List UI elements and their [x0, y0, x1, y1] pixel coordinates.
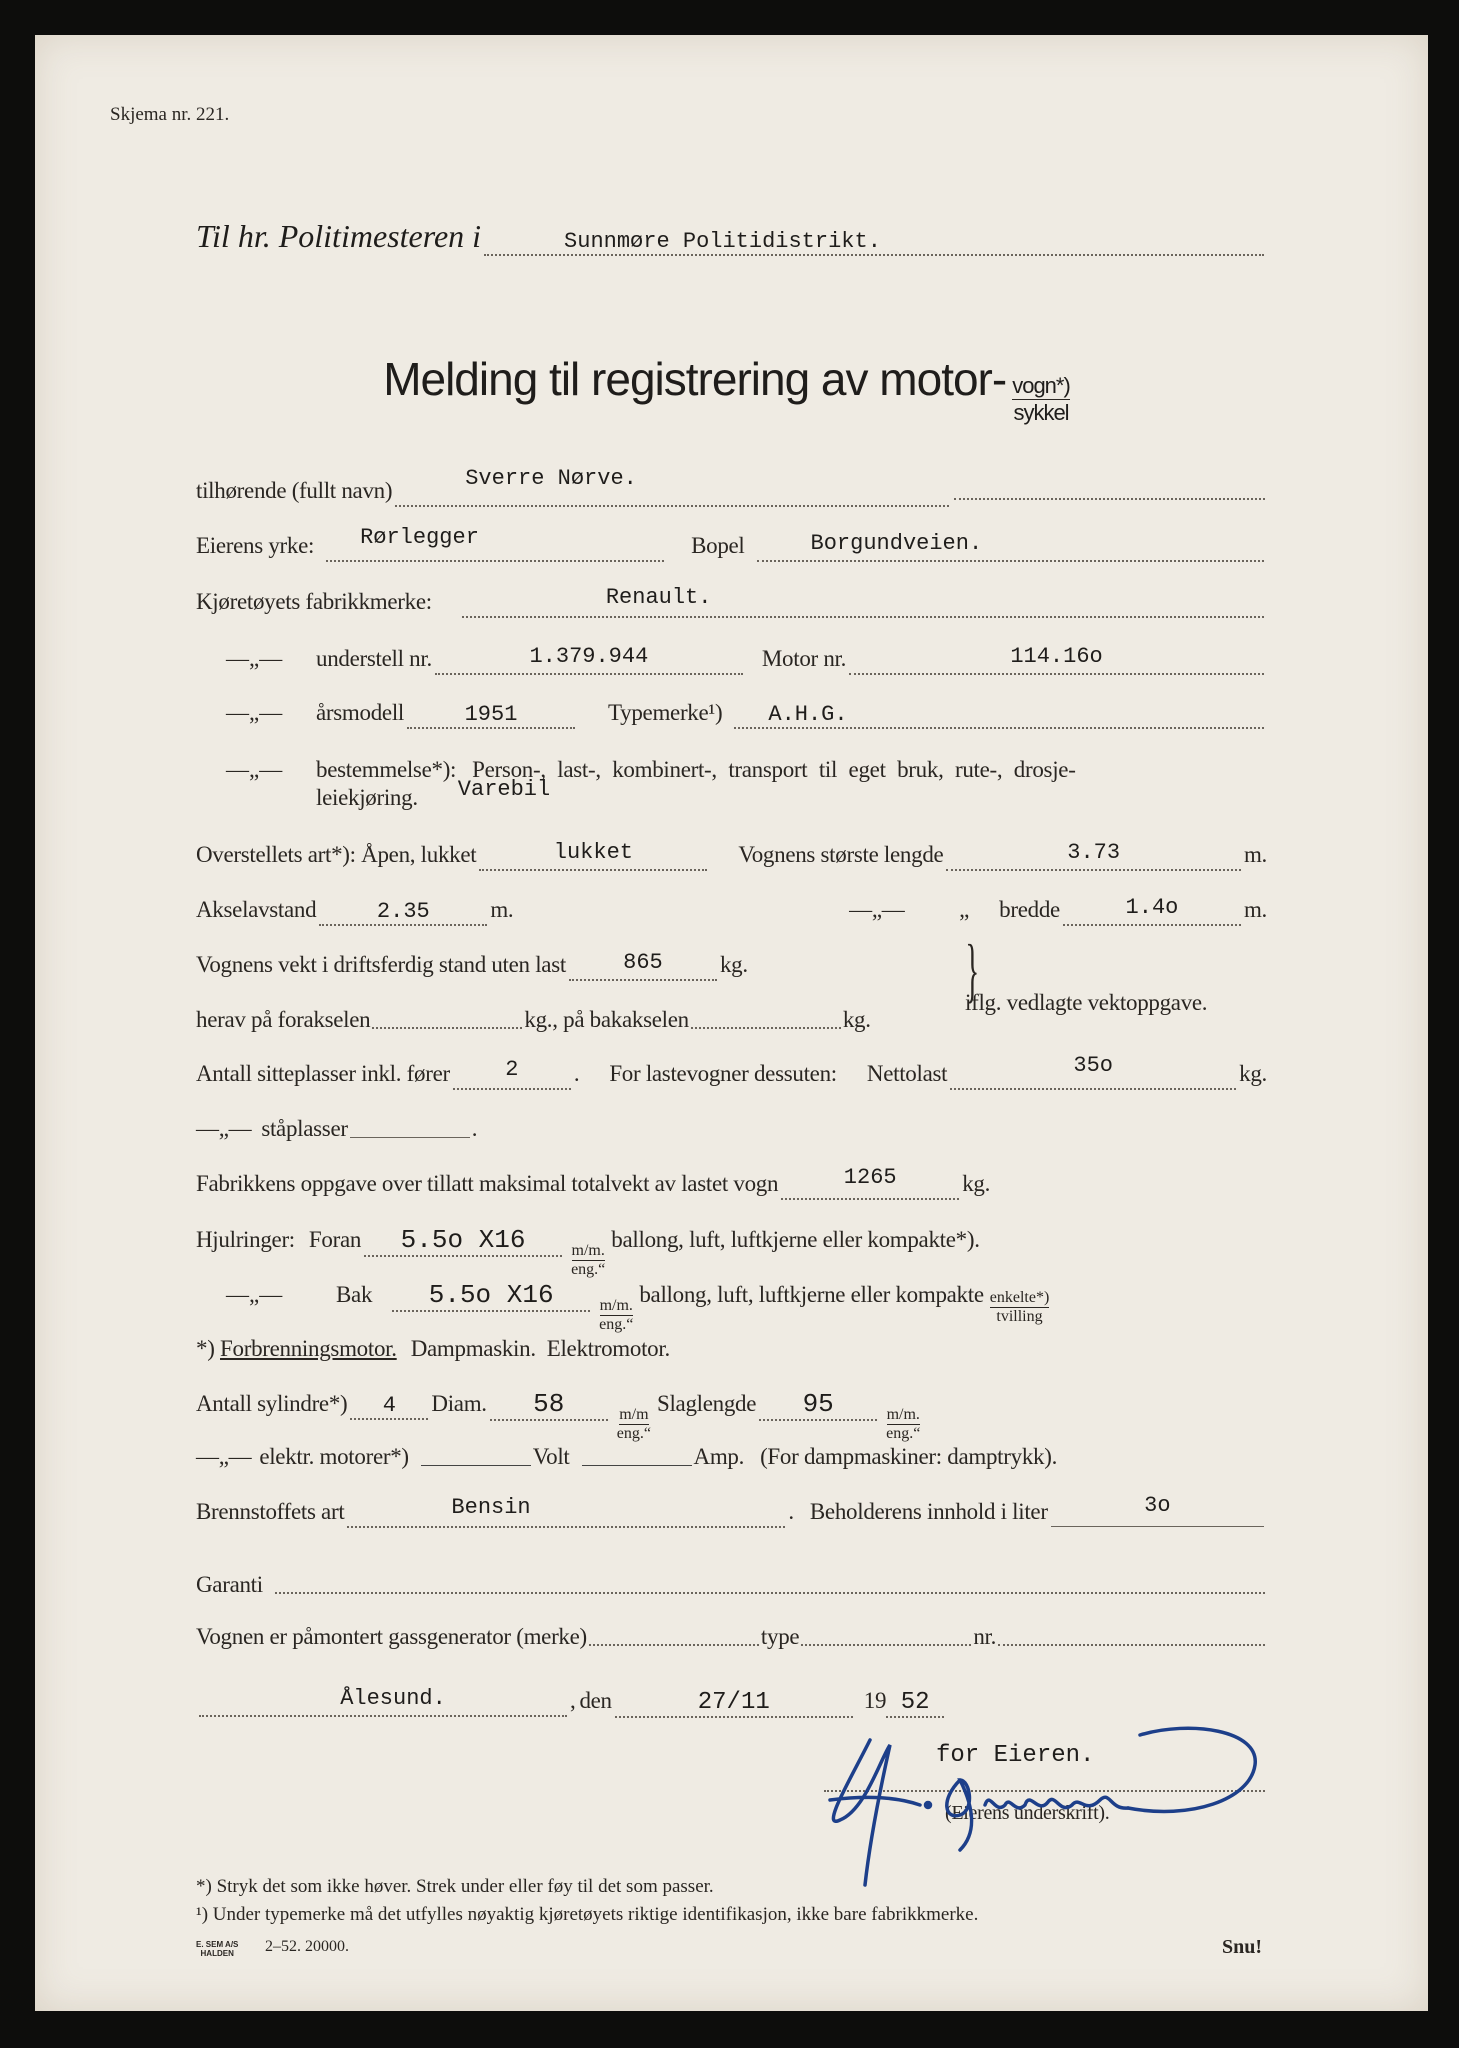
addressee-field[interactable] [484, 229, 1264, 256]
stroke-field[interactable] [759, 1389, 877, 1421]
tank-label: Beholderens innhold i liter [809, 1499, 1048, 1524]
body-field[interactable] [479, 840, 707, 871]
model-year-value: 1951 [464, 702, 518, 727]
footnote-2: ¹) Under typemerke må det utfylles nøyaktig kjøretøyets riktige identifikasjon, ikke bare fabrikkmerke. [196, 1904, 979, 1925]
fuel-label: Brennstoffets art [196, 1499, 345, 1524]
printer-name: E. SEM A/S [196, 1940, 239, 1949]
title-frac-top: vogn*) [1012, 373, 1070, 398]
make-field[interactable] [462, 585, 1264, 618]
unit-fraction [617, 1406, 651, 1443]
motor-value: 114.16o [1010, 644, 1103, 669]
length-unit: m. [1243, 842, 1267, 867]
ditto-mark: —„— [196, 1116, 252, 1141]
gas-generator-row [196, 1624, 1267, 1650]
axle-value: 2.35 [376, 899, 430, 924]
purpose-row [226, 757, 1267, 783]
addressee-line [196, 218, 1267, 256]
motor-field[interactable] [849, 644, 1264, 675]
guarantee-field[interactable] [275, 1591, 1265, 1594]
form-number: Skjema nr. 221. [110, 104, 230, 125]
purpose-label: bestemmelse*): [316, 757, 457, 782]
width-label: bredde [999, 897, 1060, 922]
net-load-value: 35o [1073, 1053, 1113, 1078]
seats-row: Antall sitteplasser inkl. fører 2 . For lastevogner dessuten: Nettolast 35o kg. [196, 1061, 1267, 1090]
net-load-label: Nettolast [866, 1061, 948, 1086]
chassis-row [226, 646, 1267, 675]
owner-row [196, 466, 1267, 507]
tyre-mount-fraction [990, 1289, 1050, 1326]
rear-tyre-types: ballong, luft, luftkjerne eller kompakte [639, 1282, 984, 1307]
ditto-mark: —„— [226, 700, 283, 725]
rear-axle-field[interactable] [691, 1026, 841, 1029]
rear-axle-label: kg., på bakakselen [524, 1007, 689, 1032]
engine-type-other: Dampmaskin. Elektromotor. [410, 1336, 670, 1361]
unit-fraction [571, 1242, 605, 1279]
amp-field[interactable] [582, 1464, 692, 1466]
occupation-field[interactable] [326, 525, 664, 562]
unit-top: m/m. [599, 1297, 633, 1314]
rear-tyre-row [226, 1280, 1267, 1333]
occupation-label: Eierens yrke: [196, 533, 315, 558]
unit-bottom: eng.“ [599, 1316, 634, 1333]
year-field[interactable] [886, 1689, 944, 1718]
rear-tyre-field[interactable] [392, 1280, 590, 1312]
volt-field[interactable] [421, 1464, 531, 1466]
weight-field[interactable] [569, 950, 717, 981]
purpose-options-2: leiekjøring. [316, 785, 418, 810]
addressee-label: Til hr. Politimesteren i [196, 218, 482, 254]
stroke-label: Slaglengde [656, 1391, 757, 1416]
place-field[interactable] [199, 1686, 567, 1717]
net-load-field[interactable] [950, 1053, 1236, 1090]
ditto-mark: —„— [849, 897, 905, 922]
occupation-row [196, 525, 1267, 562]
chassis-field[interactable] [435, 644, 743, 675]
make-label: Kjøretøyets fabrikkmerke: [196, 589, 432, 614]
weight-value: 865 [623, 950, 663, 975]
addressee-value: Sunnmøre Politidistrikt. [564, 229, 881, 254]
seats-value: 2 [505, 1057, 519, 1082]
residence-label: Bopel [691, 533, 745, 558]
page-title [0, 352, 1459, 428]
unit-fraction [599, 1297, 633, 1334]
residence-value: Borgundveien. [810, 531, 983, 556]
engine-type-selected: Forbrenningsmotor. [220, 1336, 397, 1361]
title-fraction [1012, 373, 1070, 426]
seats-label: Antall sitteplasser inkl. fører [196, 1061, 450, 1086]
motor-label: Motor nr. [761, 646, 847, 671]
length-value: 3.73 [1067, 840, 1121, 865]
printer-mark [196, 1940, 238, 1958]
net-load-unit: kg. [1239, 1061, 1267, 1086]
fuel-row: Brennstoffets art Bensin . Beholderens innhold i liter 3o [196, 1499, 1267, 1528]
diam-field[interactable] [490, 1389, 608, 1421]
diam-label: Diam. [431, 1391, 487, 1416]
cylinders-label: Antall sylindre*) [196, 1391, 348, 1416]
owner-extra-blank[interactable] [954, 497, 1265, 500]
front-tyre-field[interactable] [364, 1225, 562, 1257]
place-value: Ålesund. [340, 1686, 446, 1711]
gas-type-field[interactable] [801, 1643, 971, 1646]
weight-label: Vognens vekt i driftsferdig stand uten last [196, 952, 566, 977]
frac-single: enkelte*) [989, 1289, 1050, 1306]
purpose-row-2 [316, 777, 1267, 812]
max-weight-label: Fabrikkens oppgave over tillatt maksimal totalvekt av lastet vogn [196, 1171, 779, 1196]
seats-field[interactable] [453, 1057, 571, 1090]
gas-generator-field[interactable] [589, 1643, 759, 1646]
axle-unit: m. [490, 897, 514, 922]
make-value: Renault. [605, 585, 712, 610]
front-axle-label: herav på forakselen [196, 1007, 371, 1032]
gas-nr-label: nr. [973, 1624, 997, 1649]
owner-signature [810, 1720, 1270, 1890]
standing-row: —„— ståplasser . [196, 1116, 478, 1141]
width-unit: m. [1243, 897, 1267, 922]
electric-row [196, 1444, 1267, 1470]
max-weight-unit: kg. [962, 1171, 991, 1196]
for-owner-label: for Eieren. [936, 1742, 1095, 1769]
front-tyre-types: ballong, luft, luftkjerne eller kompakte*). [611, 1227, 980, 1252]
unit-bottom: eng.“ [571, 1261, 606, 1278]
model-year-label: årsmodell [316, 700, 404, 725]
turn-over-note: Snu! [1222, 1936, 1263, 1958]
unit-top: m/m [619, 1406, 649, 1423]
max-weight-row [196, 1165, 1267, 1200]
axle-weight-row [196, 1007, 1267, 1033]
ditto-mark: —„— [226, 1282, 283, 1307]
tank-field[interactable] [1051, 1493, 1264, 1527]
electric-label: elektr. motorer*) [259, 1444, 409, 1469]
front-tyre-row [196, 1225, 1267, 1278]
max-weight-value: 1265 [843, 1165, 897, 1190]
rear-tyre-value: 5.5o X16 [428, 1280, 554, 1310]
standing-field[interactable] [350, 1136, 470, 1138]
make-row [196, 585, 1267, 618]
title-frac-bottom: sykkel [1013, 400, 1069, 425]
volt-label: Volt [532, 1444, 570, 1469]
purpose-options: Person-, last-, kombinert-, transport til eget bruk, rute-, drosje- [472, 757, 1076, 782]
model-year-row [226, 700, 1267, 729]
ditto-mark: —„— [196, 1444, 252, 1469]
place-date-row: Ålesund. , den 27/11 19 52 [196, 1688, 1267, 1718]
front-tyre-value: 5.5o X16 [400, 1225, 526, 1255]
century-label: 19 [863, 1688, 887, 1713]
front-axle-field[interactable] [372, 1026, 522, 1029]
engine-type-row [196, 1336, 1267, 1362]
fuel-field[interactable] [347, 1495, 785, 1528]
truck-label: For lastevogner dessuten: [609, 1061, 837, 1086]
model-year-field[interactable] [407, 702, 575, 729]
body-value: lukket [553, 840, 633, 865]
axle-field[interactable] [319, 899, 487, 926]
unit-top: m/m. [886, 1406, 920, 1423]
fuel-value: Bensin [451, 1495, 531, 1520]
ditto-mark: —„— [226, 757, 283, 782]
unit-fraction [886, 1406, 920, 1443]
cylinders-row [196, 1389, 1267, 1442]
owner-field[interactable] [395, 466, 949, 507]
title-main: Melding til registrering av motor- [383, 353, 1007, 405]
footnote-1: *) Stryk det som ikke høver. Strek under eller føy til det som passer. [196, 1876, 714, 1897]
type-value: A.H.G. [768, 702, 848, 727]
rear-tyre-label: Bak [336, 1282, 373, 1307]
body-label: Overstellets art*): Åpen, lukket [196, 842, 477, 867]
type-field[interactable] [734, 702, 1264, 729]
residence-field[interactable] [757, 531, 1264, 562]
unit-bottom: eng.“ [616, 1425, 651, 1442]
stroke-value: 95 [802, 1389, 834, 1419]
length-field[interactable] [946, 840, 1241, 871]
diam-value: 58 [533, 1389, 565, 1419]
steam-note: (For dampmaskiner: damptrykk). [760, 1444, 1058, 1469]
chassis-value: 1.379.944 [529, 644, 649, 669]
guarantee-row [196, 1572, 1267, 1598]
ditto-quote: „ [959, 897, 970, 922]
rear-axle-unit: kg. [842, 1007, 871, 1032]
brace: } [965, 930, 980, 1010]
front-tyre-label: Foran [308, 1227, 362, 1252]
cylinders-value: 4 [382, 1393, 396, 1418]
engine-type-prefix: *) [196, 1336, 221, 1361]
gas-nr-field[interactable] [998, 1643, 1265, 1646]
occupation-value: Rørlegger [360, 525, 479, 550]
tyres-label: Hjulringer: [196, 1227, 295, 1252]
gas-generator-label: Vognen er påmontert gassgenerator (merke) [196, 1624, 587, 1649]
chassis-label: understell nr. [316, 646, 432, 671]
den-label: den [579, 1688, 612, 1713]
amp-label: Amp. [693, 1444, 745, 1469]
body-row [196, 842, 1267, 871]
gas-type-label: type [760, 1624, 800, 1649]
max-weight-field[interactable] [781, 1165, 959, 1200]
length-label: Vognens største lengde [738, 842, 944, 867]
guarantee-label: Garanti [196, 1572, 263, 1597]
weight-note-text: iflg. vedlagte vektoppgave. [965, 990, 1208, 1015]
weight-unit: kg. [719, 952, 748, 977]
width-value: 1.4o [1125, 895, 1179, 920]
date-field[interactable] [615, 1689, 853, 1718]
width-field[interactable] [1063, 895, 1241, 926]
ditto-mark: —„— [226, 646, 283, 671]
year-value: 52 [900, 1689, 930, 1716]
unit-top: m/m. [571, 1242, 605, 1259]
axle-label: Akselavstand [196, 897, 317, 922]
purpose-value: Varebil [457, 777, 551, 802]
standing-label: ståplasser [261, 1116, 348, 1141]
axle-row [196, 897, 1267, 926]
weight-row [196, 952, 1267, 981]
owner-value: Sverre Nørve. [465, 466, 637, 491]
cylinders-field[interactable] [350, 1393, 428, 1420]
date-value: 27/11 [697, 1689, 770, 1716]
signature-caption: (Eierens underskrift). [945, 1802, 1110, 1824]
tank-value: 3o [1144, 1493, 1171, 1518]
unit-bottom: eng.“ [886, 1425, 921, 1442]
type-label: Typemerke¹) [608, 700, 723, 725]
print-run: 2–52. 20000. [265, 1938, 349, 1955]
owner-label: tilhørende (fullt navn) [196, 478, 393, 503]
frac-twin: tvilling [996, 1308, 1043, 1325]
printer-city: HALDEN [200, 1949, 234, 1958]
